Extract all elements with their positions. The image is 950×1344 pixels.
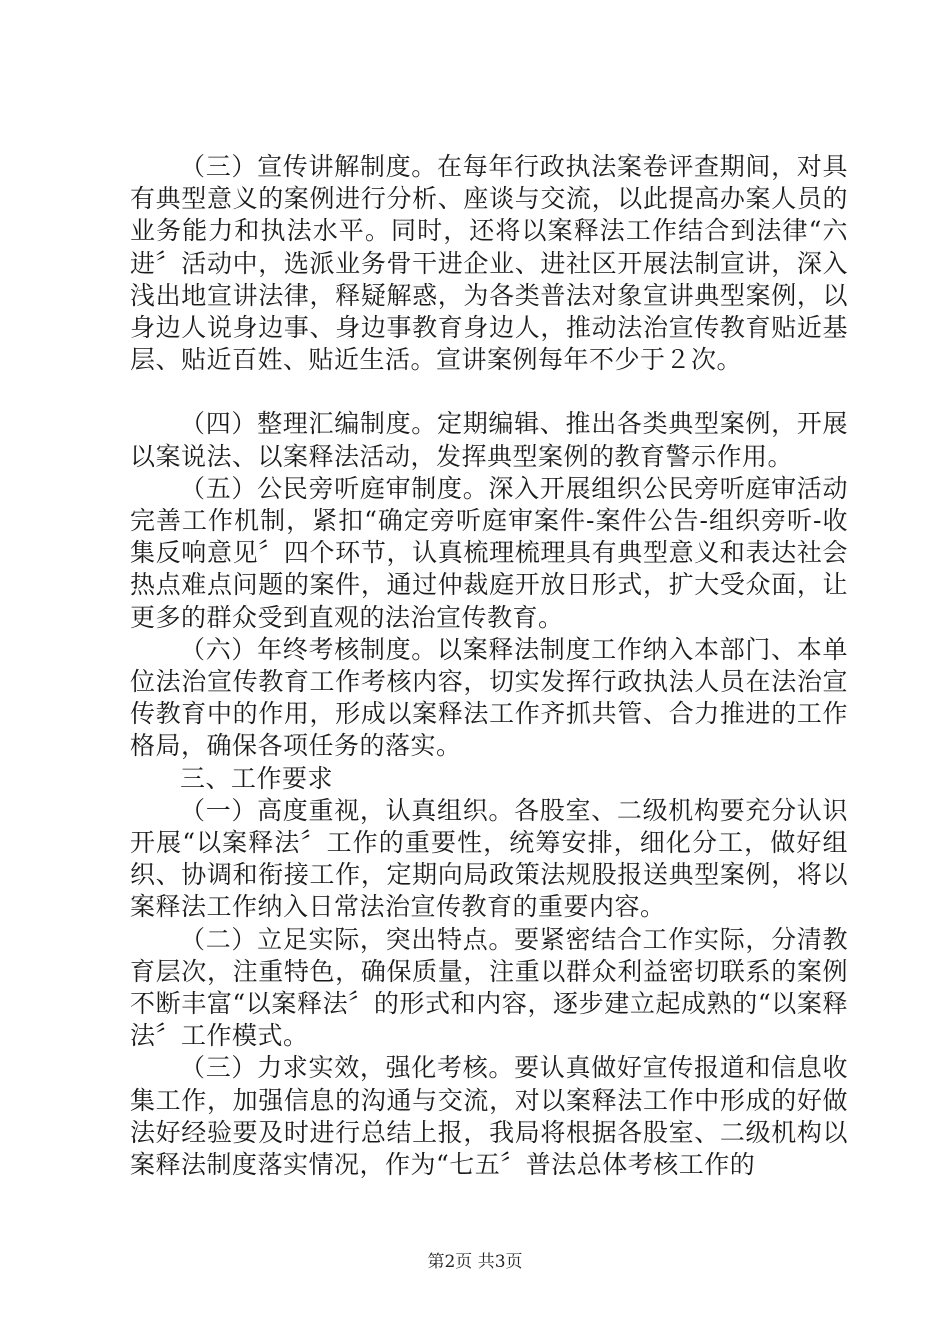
paragraph-annual-assessment-system: （六）年终考核制度。以案释法制度工作纳入本部门、本单位法治宣传教育工作考核内容，切实发挥行政执法人员在法治宣传教育中的作用，形成以案释法工作齐抓共管、合力推进的工作格局，确保各项任务的落实。	[130, 634, 848, 761]
paragraph-compilation-system: （四）整理汇编制度。定期编辑、推出各类典型案例，开展以案说法、以案释法活动，发挥典型案例的教育警示作用。	[130, 409, 848, 471]
paragraph-trial-audit-system: （五）公民旁听庭审制度。深入开展组织公民旁听庭审活动完善工作机制，紧扣“确定旁听庭审案件-案件公告-组织旁听-收集反响意见〞四个环节，认真梳理梳理具有典型意义和表达社会热点难点问题的案件，通过仲裁庭开放日形式，扩大受众面，让更多的群众受到直观的法治宣传教育。	[130, 473, 848, 632]
document-body	[130, 151, 848, 1181]
section-heading-work-requirements: 三、工作要求	[180, 763, 334, 793]
paragraph-requirement-1: （一）高度重视，认真组织。各股室、二级机构要充分认识开展“以案释法〞工作的重要性，统筹安排，细化分工，做好组织、协调和衔接工作，定期向局政策法规股报送典型案例，将以案释法工作纳入日常法治宣传教育的重要内容。	[130, 795, 848, 922]
page-number-footer: 第2页 共3页	[427, 1252, 523, 1272]
paragraph-requirement-3: （三）力求实效，强化考核。要认真做好宣传报道和信息收集工作，加强信息的沟通与交流，对以案释法工作中形成的好做法好经验要及时进行总结上报，我局将根据各股室、二级机构以案释法制度落实情况，作为“七五〞普法总体考核工作的	[130, 1053, 848, 1180]
paragraph-requirement-2: （二）立足实际，突出特点。要紧密结合工作实际，分清教育层次，注重特色，确保质量，注重以群众利益密切联系的案例不断丰富“以案释法〞的形式和内容，逐步建立起成熟的“以案释法〞工作模式。	[130, 924, 848, 1051]
paragraph-propaganda-system: （三）宣传讲解制度。在每年行政执法案卷评查期间，对具有典型意义的案例进行分析、座谈与交流，以此提高办案人员的业务能力和执法水平。同时，还将以案释法工作结合到法律“六进〞活动中，选派业务骨干进企业、进社区开展法制宣讲，深入浅出地宣讲法律，释疑解惑，为各类普法对象宣讲典型案例，以身边人说身边事、身边事教育身边人，推动法治宣传教育贴近基层、贴近百姓、贴近生活。宣讲案例每年不少于２次。	[130, 152, 848, 375]
